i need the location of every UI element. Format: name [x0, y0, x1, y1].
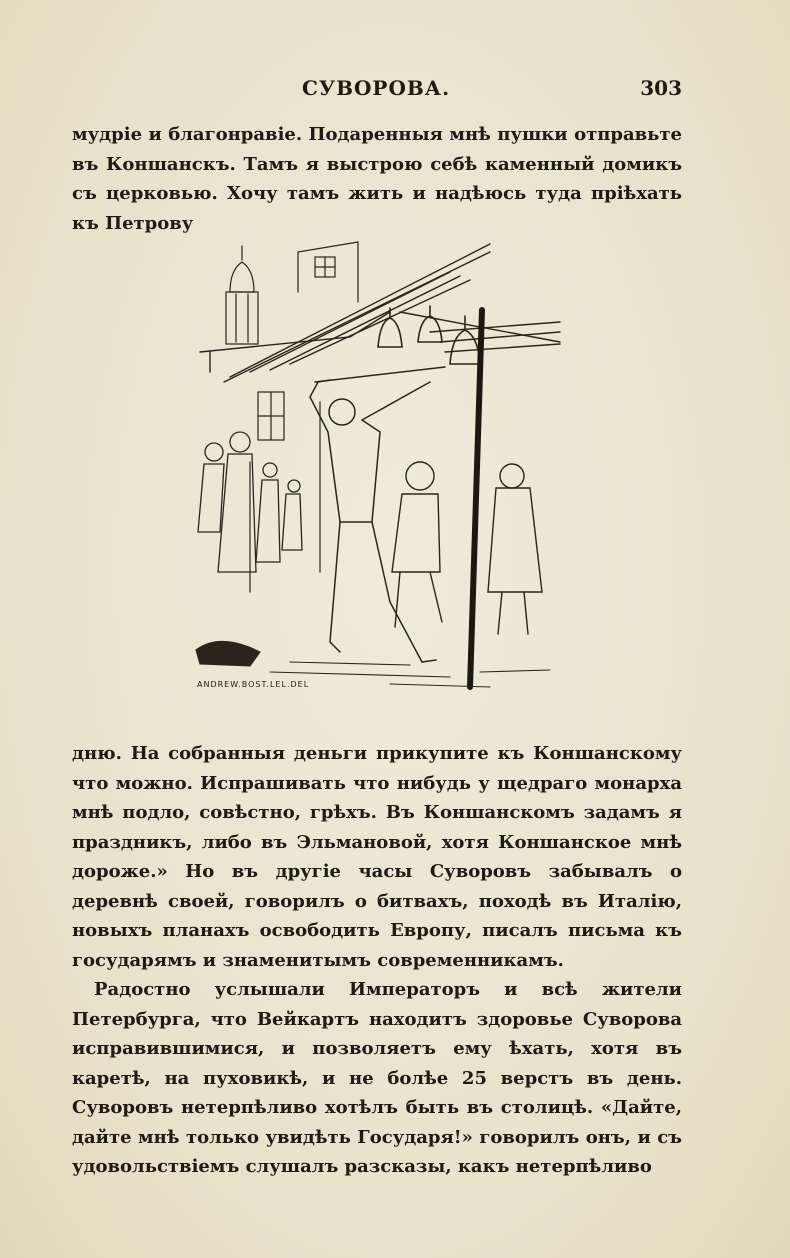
- bell-ringing-engraving: [190, 232, 565, 697]
- girl-drawing: [488, 464, 542, 634]
- bells-drawing: [378, 306, 480, 364]
- running-head: [70, 76, 682, 104]
- paragraph-continued: мудріе и благонравіе. Подаренныя мнѣ пушки отправьте въ Коншанскъ. Тамъ я выстрою себѣ каменный домикъ съ церковью. Хочу тамъ жить и надѣюсь туда пріѣхать къ Петрову: [72, 124, 682, 234]
- running-title: СУВОРОВА.: [301, 76, 451, 100]
- engraving-illustration: [190, 232, 565, 697]
- belfry-roof-drawing: [200, 244, 560, 382]
- text-block-bottom: [72, 739, 682, 1182]
- church-tower-drawing: [226, 242, 358, 344]
- page-number: 303: [640, 76, 682, 100]
- belfry-post-drawing: [470, 310, 482, 687]
- text-block-top: [72, 120, 682, 238]
- bell-ringer-drawing: [310, 367, 445, 662]
- boy-drawing: [392, 462, 442, 627]
- paragraph-1: дню. На собранныя деньги прикупите къ Коншанскому что можно. Испрашивать что нибудь у щедраго монарха мнѣ подло, совѣстно, грѣхъ. Въ Коншанскомъ задамъ я праздникъ, либо въ Эльмановой, хотя Коншанское мнѣ дороже.» Но въ другіе часы Суворовъ забывалъ о деревнѣ своей, говорилъ о битвахъ, походѣ въ Италію, новыхъ планахъ освободить Европу, писалъ письма къ государямъ и знаменитымъ современникамъ.: [72, 743, 682, 971]
- engraver-signature: ANDREW.BOST.LEL.DEL: [197, 680, 310, 689]
- paragraph-2: Радостно услышали Императоръ и всѣ жители Петербурга, что Вейкартъ находитъ здоровье Суворова исправившимися, и позволяетъ ему ѣхать, хотя въ каретѣ, на пуховикѣ, и не болѣе 25 верстъ въ день. Суворовъ нетерпѣливо хотѣлъ быть въ столицѣ. «Дайте, дайте мнѣ только увидѣть Государя!» говорилъ онъ, и съ удовольствіемъ слушалъ разсказы, какъ нетерпѣливо: [72, 979, 682, 1177]
